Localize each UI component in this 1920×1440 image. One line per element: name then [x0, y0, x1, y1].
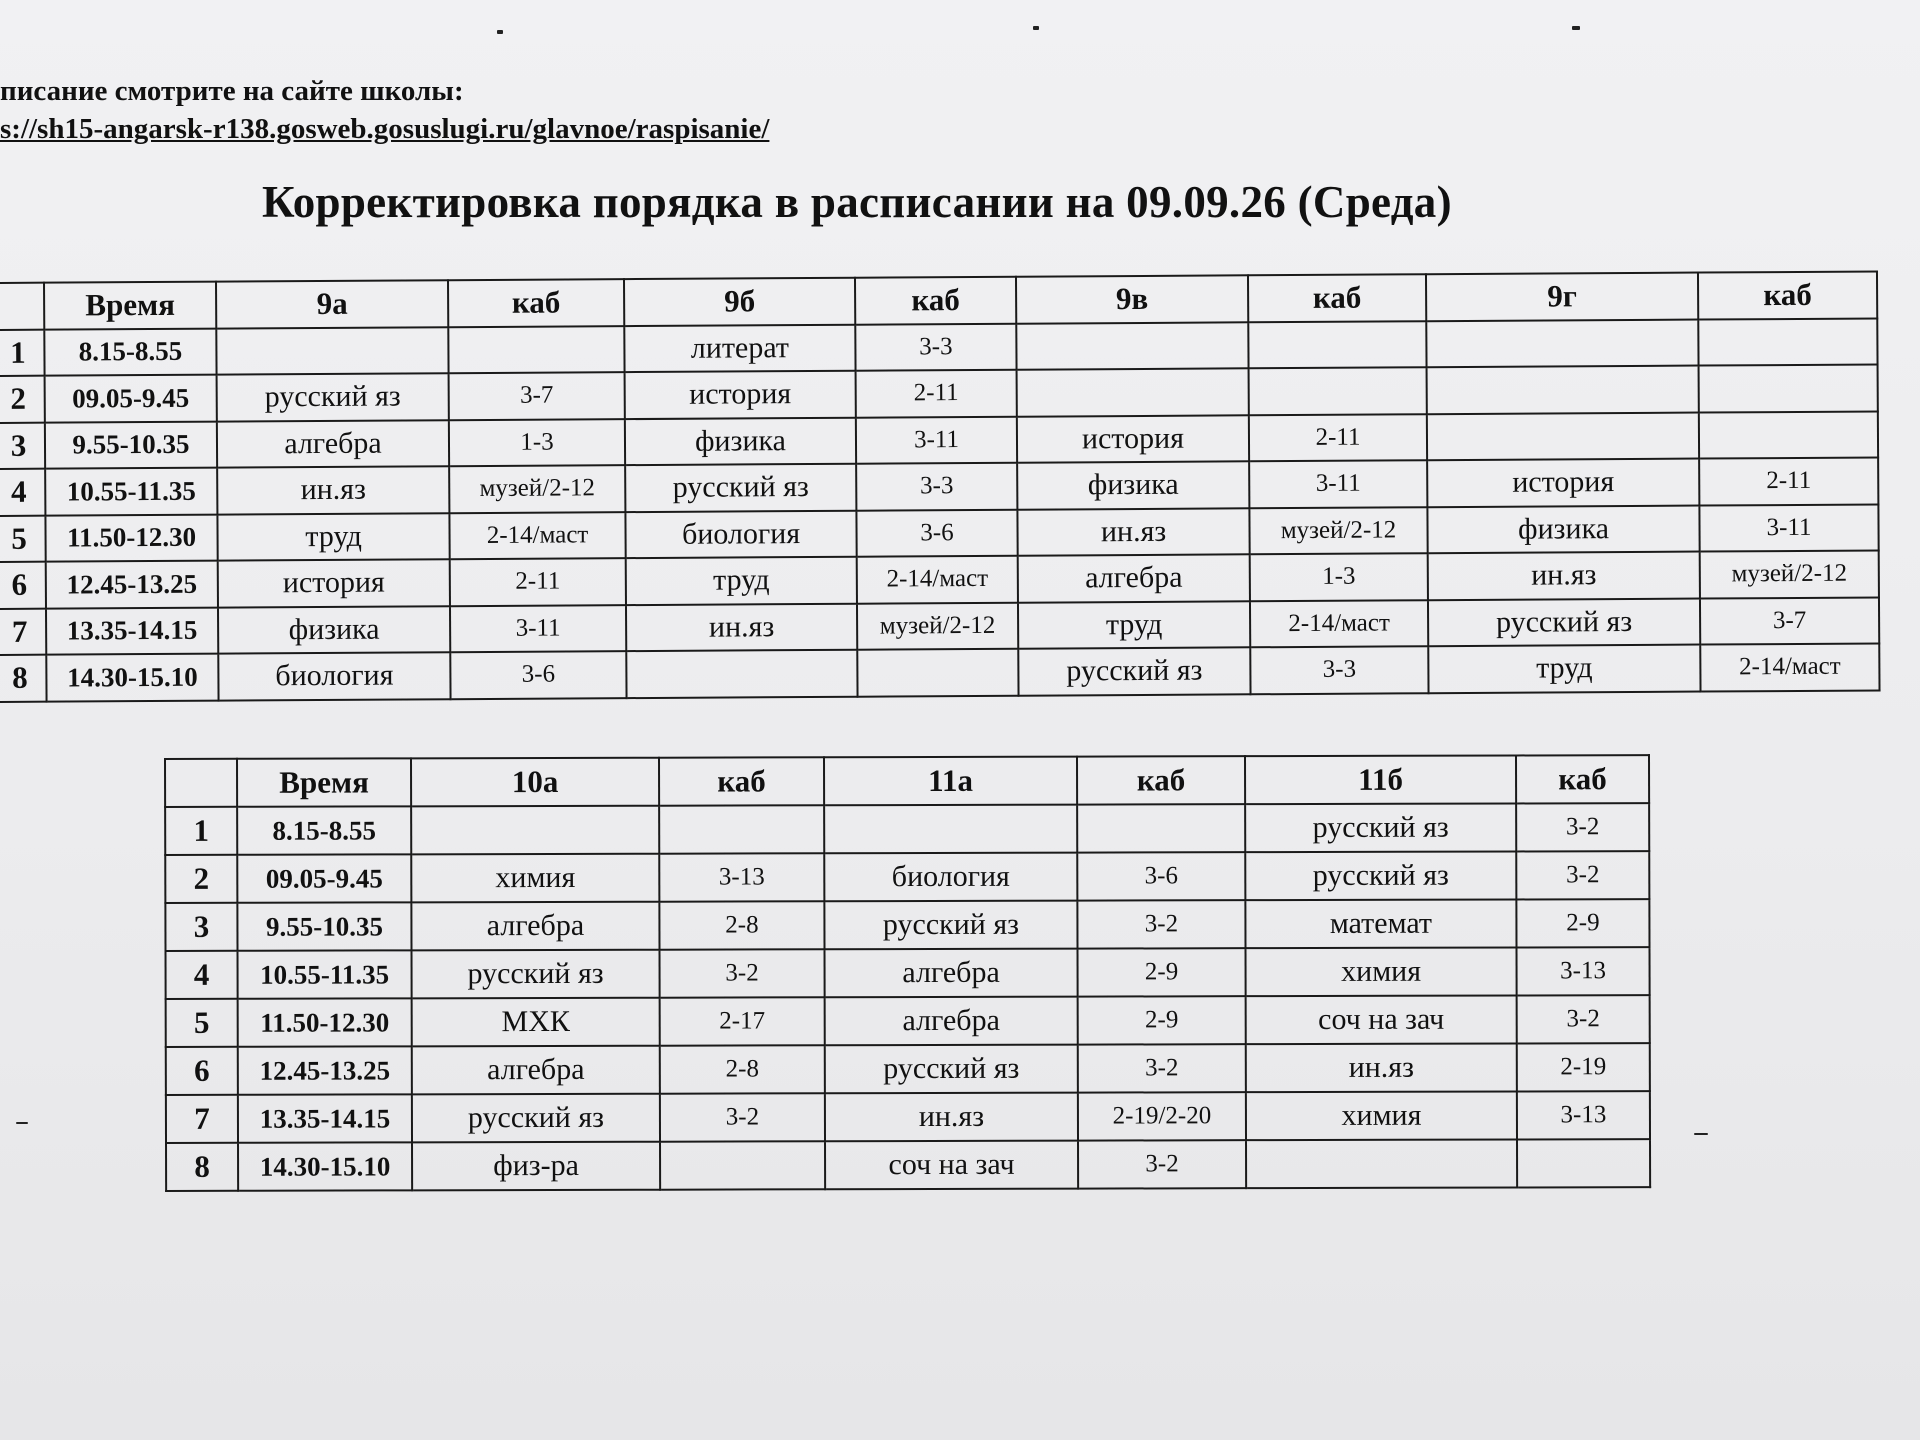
subject-cell: алгебра	[825, 949, 1078, 998]
lesson-number-cell: 5	[0, 515, 46, 562]
lesson-number-cell: 7	[166, 1095, 238, 1143]
room-cell: 2-8	[659, 901, 824, 949]
room-cell: 3-7	[449, 372, 625, 420]
subject-cell: алгебра	[825, 997, 1078, 1046]
subject-cell: ин.яз	[217, 466, 449, 514]
table-row	[165, 851, 1649, 903]
header-time: Время	[237, 758, 411, 806]
header-room: каб	[448, 279, 624, 327]
lesson-number-cell: 1	[165, 807, 237, 855]
header-room: каб	[1698, 271, 1877, 319]
subject-cell	[626, 650, 857, 698]
room-cell	[1248, 321, 1426, 369]
header-class: 9г	[1426, 273, 1698, 321]
room-cell	[659, 805, 824, 853]
room-cell: 3-3	[856, 463, 1017, 510]
table-row	[166, 947, 1650, 999]
lesson-number-cell: 2	[165, 855, 237, 903]
subject-cell: русский яз	[824, 901, 1077, 950]
room-cell	[1698, 318, 1877, 366]
time-cell: 14.30-15.10	[46, 654, 218, 702]
subject-cell: математ	[1245, 899, 1516, 948]
room-cell	[660, 1141, 825, 1189]
header-room: каб	[1077, 756, 1245, 804]
header-room: каб	[659, 757, 824, 805]
table-header-row	[165, 755, 1649, 807]
header-lesson-number	[0, 283, 44, 330]
room-cell: 1-3	[449, 419, 625, 467]
lesson-number-cell: 2	[0, 376, 45, 423]
subject-cell: труд	[1018, 601, 1250, 649]
subject-cell: биология	[625, 510, 856, 558]
subject-cell: русский яз	[1245, 803, 1516, 852]
room-cell	[1077, 804, 1245, 852]
room-cell: музей/2-12	[857, 602, 1018, 649]
time-cell: 11.50-12.30	[238, 998, 412, 1046]
paper-speck	[16, 1122, 28, 1124]
header-time: Время	[44, 282, 216, 330]
room-cell: 2-11	[1249, 414, 1427, 462]
subject-cell: алгебра	[412, 1046, 660, 1095]
subject-cell: физика	[218, 606, 450, 654]
room-cell	[857, 649, 1018, 696]
subject-cell	[1426, 319, 1698, 367]
subject-cell	[216, 327, 448, 375]
room-cell: 2-11	[450, 558, 626, 606]
subject-cell: физика	[1427, 505, 1699, 553]
subject-cell	[1017, 368, 1249, 416]
subject-cell: химия	[1246, 1091, 1517, 1140]
room-cell: 3-2	[1516, 803, 1649, 851]
paper-speck	[1694, 1133, 1708, 1135]
subject-cell: русский яз	[412, 950, 660, 999]
subject-cell: история	[625, 371, 856, 419]
subject-cell: труд	[1428, 645, 1700, 693]
time-cell: 13.35-14.15	[238, 1094, 412, 1142]
time-cell: 10.55-11.35	[45, 468, 217, 516]
subject-cell: русский яз	[1428, 598, 1700, 646]
room-cell: 3-6	[856, 509, 1017, 556]
room-cell: 3-2	[660, 1093, 825, 1141]
subject-cell: ин.яз	[1246, 1043, 1517, 1092]
room-cell: 3-11	[856, 416, 1017, 463]
subject-cell: русский яз	[217, 373, 449, 421]
room-cell: 3-2	[1078, 1044, 1246, 1092]
subject-cell: ин.яз	[1017, 508, 1249, 556]
room-cell: музей/2-12	[449, 465, 625, 513]
room-cell: 2-17	[660, 997, 825, 1045]
subject-cell: соч на зач	[1246, 995, 1517, 1044]
page-title: Корректировка порядка в расписании на 09.09.26 (Среда)	[262, 177, 1452, 227]
subject-cell: химия	[1246, 947, 1517, 996]
room-cell: 2-8	[660, 1045, 825, 1093]
room-cell: 3-11	[1699, 504, 1878, 552]
lesson-number-cell: 8	[166, 1143, 238, 1191]
lesson-number-cell: 4	[0, 469, 45, 516]
paper-speck	[1033, 26, 1039, 30]
subject-cell: алгебра	[1018, 554, 1250, 602]
header-lesson-number	[165, 759, 237, 807]
schedule-table-grades-10-11	[164, 754, 1651, 1192]
subject-cell: соч на зач	[825, 1141, 1078, 1190]
room-cell: 2-11	[1699, 457, 1878, 505]
schedule-url-link[interactable]: s://sh15-angarsk-r138.gosweb.gosuslugi.ru/glavnoe/raspisanie/	[0, 113, 770, 145]
time-cell: 11.50-12.30	[45, 514, 217, 562]
room-cell: 2-19/2-20	[1078, 1092, 1246, 1140]
room-cell: 2-11	[856, 370, 1017, 417]
subject-cell	[1427, 366, 1699, 414]
room-cell: 2-9	[1078, 996, 1246, 1044]
subject-cell	[824, 805, 1077, 854]
table-row	[165, 899, 1649, 951]
subject-cell	[1016, 322, 1248, 370]
room-cell: 3-11	[1249, 460, 1427, 508]
header-class: 9а	[216, 280, 448, 328]
room-cell: 2-14/маст	[449, 512, 625, 560]
subject-cell: биология	[218, 652, 450, 700]
lesson-number-cell: 3	[0, 422, 45, 469]
room-cell	[1249, 367, 1427, 415]
room-cell: музей/2-12	[1249, 507, 1427, 555]
room-cell: 3-13	[1517, 947, 1650, 995]
time-cell: 13.35-14.15	[46, 607, 218, 655]
subject-cell: МХК	[412, 998, 660, 1047]
room-cell	[1517, 1139, 1650, 1187]
time-cell: 14.30-15.10	[238, 1142, 412, 1190]
room-cell: 3-6	[1077, 852, 1245, 900]
table-row	[165, 803, 1649, 855]
subject-cell	[1427, 412, 1699, 460]
subject-cell: физика	[625, 417, 856, 465]
schedule-table-grade-9	[0, 270, 1881, 702]
room-cell: 2-19	[1517, 1043, 1650, 1091]
lesson-number-cell: 3	[165, 903, 237, 951]
room-cell	[448, 326, 624, 374]
header-class: 11б	[1245, 755, 1516, 804]
room-cell: 2-14/маст	[1700, 643, 1879, 691]
room-cell: 1-3	[1250, 553, 1428, 601]
paper-speck	[1572, 26, 1580, 30]
subject-cell: история	[1017, 415, 1249, 463]
room-cell: 3-2	[1516, 851, 1649, 899]
time-cell: 12.45-13.25	[46, 561, 218, 609]
subject-cell: русский яз	[1245, 851, 1516, 900]
time-cell: 10.55-11.35	[238, 950, 412, 998]
subject-cell: ин.яз	[626, 603, 857, 651]
subject-cell: литерат	[624, 324, 855, 372]
lesson-number-cell: 4	[166, 951, 238, 999]
subject-cell: труд	[626, 557, 857, 605]
subject-cell: труд	[217, 513, 449, 561]
room-cell: 3-7	[1700, 597, 1879, 645]
room-cell: 3-2	[1517, 995, 1650, 1043]
subject-cell: ин.яз	[1428, 552, 1700, 600]
room-cell: 3-2	[660, 949, 825, 997]
room-cell: 2-14/маст	[857, 556, 1018, 603]
subject-cell: история	[1427, 459, 1699, 507]
room-cell: 3-13	[659, 853, 824, 901]
header-room: каб	[1248, 274, 1426, 322]
subject-cell	[1246, 1139, 1517, 1188]
lesson-number-cell: 1	[0, 329, 45, 376]
time-cell: 09.05-9.45	[237, 854, 411, 902]
time-cell: 9.55-10.35	[237, 902, 411, 950]
subject-cell: физика	[1017, 461, 1249, 509]
subject-cell: алгебра	[217, 420, 449, 468]
room-cell: 3-3	[1250, 646, 1428, 694]
room-cell	[1699, 364, 1878, 412]
paper-speck	[497, 30, 503, 34]
lesson-number-cell: 6	[166, 1047, 238, 1095]
lesson-number-cell: 6	[0, 562, 46, 609]
room-cell: 2-9	[1078, 948, 1246, 996]
subject-cell: алгебра	[411, 902, 659, 951]
subject-cell: физ-ра	[412, 1142, 660, 1191]
time-cell: 8.15-8.55	[44, 328, 216, 376]
room-cell: 3-2	[1077, 900, 1245, 948]
lesson-number-cell: 8	[0, 655, 47, 702]
time-cell: 12.45-13.25	[238, 1046, 412, 1094]
room-cell: 3-2	[1078, 1140, 1246, 1188]
time-cell: 8.15-8.55	[237, 806, 411, 854]
header-class: 10а	[411, 758, 659, 807]
table-row	[166, 1139, 1650, 1191]
header-room: каб	[1516, 755, 1649, 803]
room-cell: 2-14/маст	[1250, 600, 1428, 648]
subject-cell: русский яз	[625, 464, 856, 512]
room-cell: 3-3	[855, 323, 1016, 370]
header-class: 9в	[1016, 275, 1248, 323]
header-class: 11а	[824, 757, 1077, 806]
table-row	[166, 1043, 1650, 1095]
header-class: 9б	[624, 278, 855, 326]
header-room: каб	[855, 277, 1016, 324]
subject-cell: история	[218, 559, 450, 607]
lesson-number-cell: 5	[166, 999, 238, 1047]
room-cell: 2-9	[1516, 899, 1649, 947]
subject-cell	[411, 806, 659, 855]
notice-text: писание смотрите на сайте школы:	[0, 75, 464, 107]
room-cell: 3-11	[450, 605, 626, 653]
subject-cell: биология	[824, 853, 1077, 902]
lesson-number-cell: 7	[0, 608, 46, 655]
room-cell: 3-6	[450, 651, 626, 699]
time-cell: 9.55-10.35	[45, 421, 217, 469]
subject-cell: русский яз	[412, 1094, 660, 1143]
room-cell: музей/2-12	[1700, 550, 1879, 598]
subject-cell: русский яз	[825, 1045, 1078, 1094]
website-notice	[0, 72, 769, 148]
subject-cell: ин.яз	[825, 1093, 1078, 1142]
room-cell	[1699, 411, 1878, 459]
room-cell: 3-13	[1517, 1091, 1650, 1139]
table-row	[166, 1091, 1650, 1143]
time-cell: 09.05-9.45	[45, 375, 217, 423]
subject-cell: химия	[411, 854, 659, 903]
table-row	[166, 995, 1650, 1047]
subject-cell: русский яз	[1018, 647, 1250, 695]
